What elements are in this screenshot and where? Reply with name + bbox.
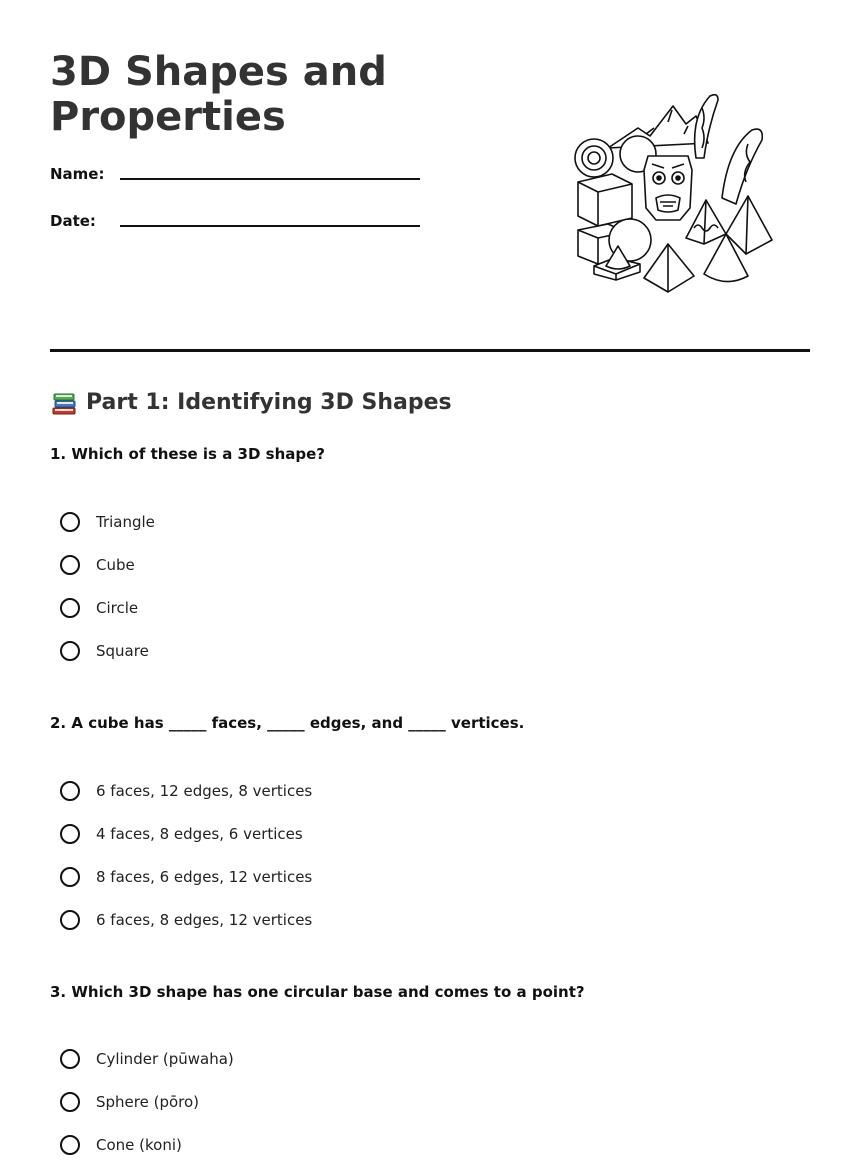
q2-option-c[interactable] — [60, 863, 312, 891]
page-title: 3D Shapes and Properties — [50, 49, 387, 140]
section-divider — [50, 349, 810, 352]
q3-option-cylinder[interactable] — [60, 1045, 234, 1073]
option-label: Triangle — [96, 513, 155, 531]
name-field[interactable] — [50, 164, 430, 194]
radio-button[interactable] — [60, 910, 80, 930]
q3-option-cone[interactable] — [60, 1131, 182, 1159]
radio-button[interactable] — [60, 824, 80, 844]
radio-button[interactable] — [60, 512, 80, 532]
option-label: Circle — [96, 599, 139, 617]
option-label: Square — [96, 642, 149, 660]
date-input-line[interactable] — [120, 225, 420, 227]
name-input-line[interactable] — [120, 178, 420, 180]
books-icon — [50, 389, 78, 417]
part1-heading — [50, 386, 452, 420]
q1-option-cube[interactable] — [60, 551, 135, 579]
q2-option-a[interactable] — [60, 777, 312, 805]
q1-option-square[interactable] — [60, 637, 149, 665]
part1-title: Part 1: Identifying 3D Shapes — [86, 390, 452, 415]
option-label: Sphere (pōro) — [96, 1093, 200, 1111]
option-label: Cone (koni) — [96, 1136, 182, 1154]
radio-button[interactable] — [60, 781, 80, 801]
question-3: 3. Which 3D shape has one circular base and comes to a point? — [50, 983, 585, 1001]
date-label: Date: — [50, 212, 96, 230]
q3-option-sphere[interactable] — [60, 1088, 199, 1116]
option-label: 6 faces, 8 edges, 12 vertices — [96, 911, 313, 929]
radio-button[interactable] — [60, 1049, 80, 1069]
question-1: 1. Which of these is a 3D shape? — [50, 445, 326, 463]
q2-option-b[interactable] — [60, 820, 303, 848]
q1-option-triangle[interactable] — [60, 508, 155, 536]
radio-button[interactable] — [60, 641, 80, 661]
3d-shapes-illustration — [568, 88, 780, 296]
option-label: 8 faces, 6 edges, 12 vertices — [96, 868, 313, 886]
radio-button[interactable] — [60, 1135, 80, 1155]
radio-button[interactable] — [60, 555, 80, 575]
q1-option-circle[interactable] — [60, 594, 138, 622]
name-label: Name: — [50, 165, 105, 183]
radio-button[interactable] — [60, 867, 80, 887]
option-label: Cylinder (pūwaha) — [96, 1050, 234, 1068]
option-label: 6 faces, 12 edges, 8 vertices — [96, 782, 313, 800]
option-label: Cube — [96, 556, 135, 574]
radio-button[interactable] — [60, 598, 80, 618]
q2-option-d[interactable] — [60, 906, 312, 934]
option-label: 4 faces, 8 edges, 6 vertices — [96, 825, 303, 843]
radio-button[interactable] — [60, 1092, 80, 1112]
question-2: 2. A cube has _____ faces, _____ edges, and _____ vertices. — [50, 714, 525, 732]
date-field[interactable] — [50, 211, 430, 241]
